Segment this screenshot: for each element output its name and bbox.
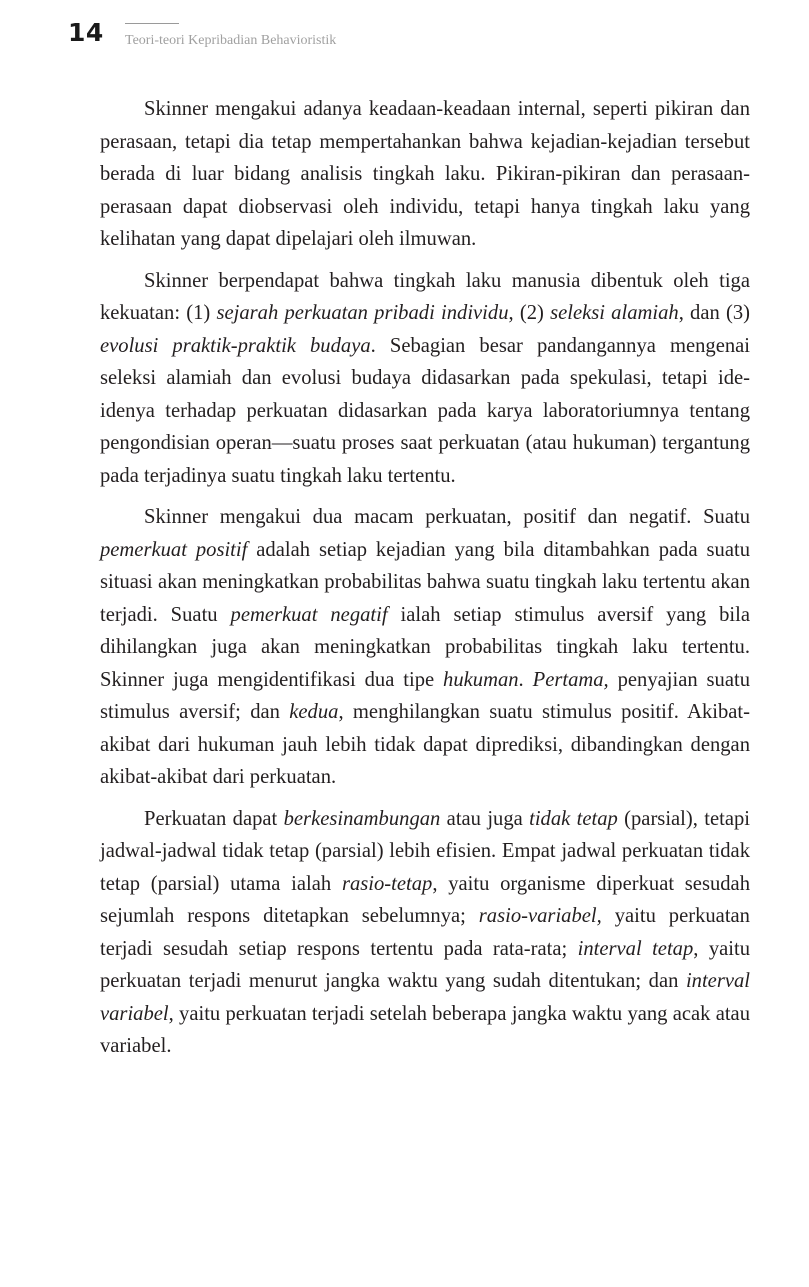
italic-term: interval tetap	[577, 937, 694, 960]
page-number: 14	[68, 18, 104, 47]
text-run: , yaitu perkuatan terjadi setelah beberapa jangka waktu yang acak atau variabel.	[100, 1002, 750, 1057]
italic-term: kedua	[289, 701, 339, 723]
text-run: .	[518, 668, 533, 691]
paragraph	[100, 803, 750, 1063]
italic-term: tidak tetap	[529, 807, 618, 830]
header-rule	[125, 23, 179, 24]
italic-term: seleksi alamiah	[550, 302, 679, 324]
italic-term: sejarah perkuatan pribadi individu	[216, 302, 509, 324]
italic-term: pemerkuat positif	[100, 538, 248, 561]
text-run: penyajian suatu stimulus aversif; dan	[100, 668, 751, 723]
text-run: atau juga	[440, 807, 530, 830]
text-run: , (2)	[508, 302, 551, 324]
text-run: Perkuatan dapat	[144, 807, 284, 830]
running-title: Teori-teori Kepribadian Behavioristik	[125, 33, 337, 48]
page-header	[68, 16, 768, 56]
text-run: . Sebagian besar pandangannya mengenai seleksi alamiah dan evolusi budaya didasarkan pada spekulasi, tetapi ide-idenya terhadap perkuatan didasarkan pada karya laboratoriumnya tentang pengondisian operan—suatu proses saat perkuatan (atau hukuman) tergantung pada terjadinya suatu tingkah laku tertentu.	[100, 334, 751, 487]
italic-term: hukuman	[443, 668, 519, 691]
italic-term: rasio-tetap	[341, 872, 433, 895]
text-run: yaitu perkuatan terjadi sesudah setiap respons tertentu pada rata-rata;	[100, 905, 750, 960]
paragraph	[100, 93, 750, 256]
text-run: ialah setiap stimulus aversif yang bila dihilangkan juga akan meningkatkan probabilitas tingkah laku tertentu. Skinner juga mengidentifikasi dua tipe	[100, 603, 750, 691]
italic-term: pemerkuat negatif	[230, 603, 388, 626]
text-run: (parsial), tetapi jadwal-jadwal tidak tetap (parsial) lebih efisien. Empat jadwal perkuatan tidak tetap (parsial) utama ialah	[100, 807, 750, 895]
italic-term: Pertama,	[532, 668, 609, 691]
text-run: Skinner mengakui adanya keadaan-keadaan internal, seperti pikiran dan perasaan, tetapi dia tetap mempertahankan bahwa kejadian-kejadian tersebut berada di luar bidang analisis tingkah laku. Pikiran-pikiran dan perasaan-perasaan dapat diobservasi oleh individu, tetapi hanya tingkah laku yang kelihatan yang dapat dipelajari oleh ilmuwan.	[100, 98, 750, 250]
italic-term: rasio-variabel,	[478, 905, 602, 927]
text-run: Skinner mengakui dua macam perkuatan, positif dan negatif. Suatu	[144, 506, 750, 528]
italic-term: interval variabel	[100, 970, 750, 1025]
paragraph	[100, 501, 750, 794]
paragraph	[100, 265, 750, 493]
text-run: , menghilangkan suatu stimulus positif. Akibat-akibat dari hukuman jauh lebih tidak dapat diprediksi, dibandingkan dengan akibat-akibat dari perkuatan.	[100, 701, 750, 788]
text-run: adalah setiap kejadian yang bila ditambahkan pada suatu situasi akan meningkatkan probabilitas bahwa suatu tingkah laku tertentu akan terjadi. Suatu	[100, 538, 750, 626]
body-text	[100, 93, 750, 1072]
italic-term: evolusi praktik-praktik budaya	[100, 334, 371, 357]
text-run: , dan (3)	[678, 302, 750, 324]
italic-term: berkesinambungan	[283, 807, 441, 830]
text-run: , yaitu organisme diperkuat sesudah sejumlah respons ditetapkan sebelumnya;	[100, 872, 750, 927]
text-run: Skinner berpendapat bahwa tingkah laku manusia dibentuk oleh tiga kekuatan: (1)	[100, 269, 750, 324]
text-run: , yaitu perkuatan terjadi menurut jangka waktu yang sudah ditentukan; dan	[100, 937, 750, 992]
